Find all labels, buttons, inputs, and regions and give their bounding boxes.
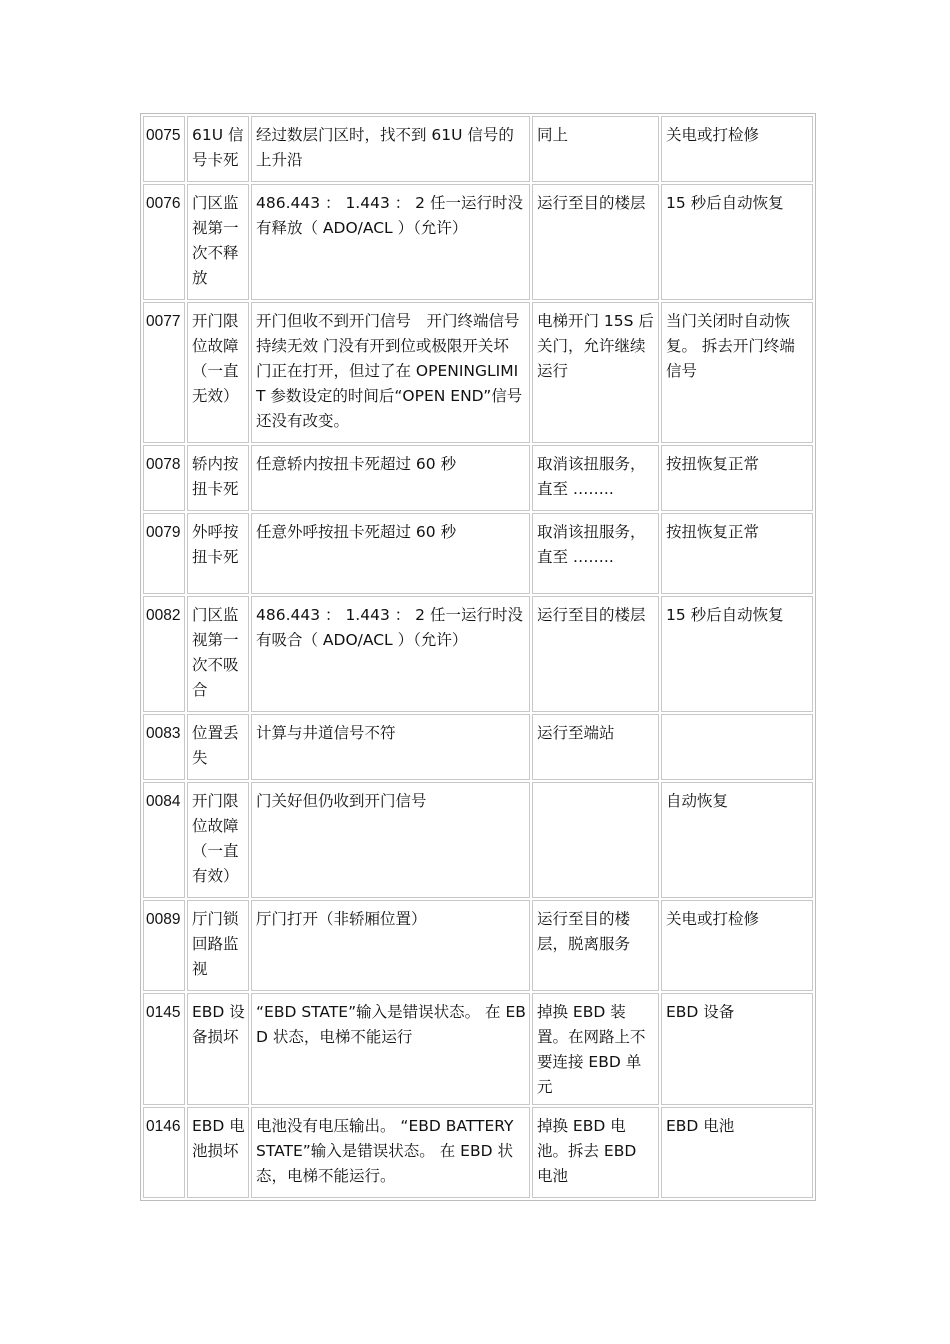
fault-action: 取消该扭服务，直至 …….. [532,513,659,594]
fault-cause: 486.443 ： 1.443 ： 2 任一运行时没有释放（ ADO/ACL ）（允许） [251,184,530,300]
fault-name: 轿内按扭卡死 [187,445,249,511]
fault-name: 外呼按扭卡死 [187,513,249,594]
fault-code: 0075 [143,116,185,182]
fault-recovery: EBD 电池 [661,1107,813,1198]
fault-code: 0079 [143,513,185,594]
table-row [143,900,813,991]
fault-action: 取消该扭服务，直至 …….. [532,445,659,511]
fault-code-table [140,113,816,1201]
fault-action: 掉换 EBD 装置。在网路上不要连接 EBD 单元 [532,993,659,1105]
table-row [143,993,813,1105]
fault-recovery: 按扭恢复正常 [661,445,813,511]
fault-action [532,782,659,898]
fault-cause: 任意轿内按扭卡死超过 60 秒 [251,445,530,511]
fault-action: 掉换 EBD 电池。拆去 EBD 电池 [532,1107,659,1198]
fault-cause: 厅门打开（非轿厢位置） [251,900,530,991]
fault-code: 0145 [143,993,185,1105]
fault-name: 61U 信号卡死 [187,116,249,182]
fault-recovery: 15 秒后自动恢复 [661,184,813,300]
fault-recovery: 当门关闭时自动恢复。 拆去开门终端信号 [661,302,813,443]
table-row [143,1107,813,1198]
fault-code: 0146 [143,1107,185,1198]
fault-cause: 电池没有电压输出。 “EBD BATTERY STATE”输入是错误状态。 在 EBD 状态，电梯不能运行。 [251,1107,530,1198]
fault-recovery: 按扭恢复正常 [661,513,813,594]
fault-code: 0077 [143,302,185,443]
table-row [143,714,813,780]
fault-recovery: 关电或打检修 [661,900,813,991]
table-row [143,782,813,898]
fault-name: 位置丢失 [187,714,249,780]
fault-action: 运行至目的楼层 [532,596,659,712]
fault-recovery: EBD 设备 [661,993,813,1105]
table-row [143,513,813,594]
fault-cause: “EBD STATE”输入是错误状态。 在 EBD 状态，电梯不能运行 [251,993,530,1105]
fault-cause: 486.443 ： 1.443 ： 2 任一运行时没有吸合（ ADO/ACL ）（允许） [251,596,530,712]
fault-code: 0084 [143,782,185,898]
fault-cause: 计算与井道信号不符 [251,714,530,780]
fault-cause: 开门但收不到开门信号 开门终端信号持续无效 门没有开到位或极限开关坏 门正在打开，但过了在 OPENINGLIMIT 参数设定的时间后“OPEN END”信号还没有改变。 [251,302,530,443]
fault-name: 门区监视第一次不吸合 [187,596,249,712]
fault-action: 电梯开门 15S 后关门，允许继续运行 [532,302,659,443]
fault-cause: 门关好但仍收到开门信号 [251,782,530,898]
fault-name: EBD 设备损坏 [187,993,249,1105]
fault-name: 开门限位故障（一直无效） [187,302,249,443]
table-row [143,445,813,511]
fault-name: 开门限位故障（一直有效） [187,782,249,898]
fault-cause: 任意外呼按扭卡死超过 60 秒 [251,513,530,594]
fault-action: 同上 [532,116,659,182]
table-row [143,596,813,712]
fault-action: 运行至目的楼层，脱离服务 [532,900,659,991]
table-row [143,116,813,182]
fault-code: 0078 [143,445,185,511]
table-row [143,302,813,443]
fault-recovery: 自动恢复 [661,782,813,898]
fault-code: 0083 [143,714,185,780]
fault-recovery: 15 秒后自动恢复 [661,596,813,712]
fault-action: 运行至端站 [532,714,659,780]
fault-name: 厅门锁回路监视 [187,900,249,991]
fault-name: EBD 电池损坏 [187,1107,249,1198]
table-row [143,184,813,300]
fault-code: 0076 [143,184,185,300]
fault-action: 运行至目的楼层 [532,184,659,300]
fault-recovery: 关电或打检修 [661,116,813,182]
fault-recovery [661,714,813,780]
fault-code: 0089 [143,900,185,991]
fault-code: 0082 [143,596,185,712]
fault-cause: 经过数层门区时，找不到 61U 信号的上升沿 [251,116,530,182]
fault-name: 门区监视第一次不释放 [187,184,249,300]
